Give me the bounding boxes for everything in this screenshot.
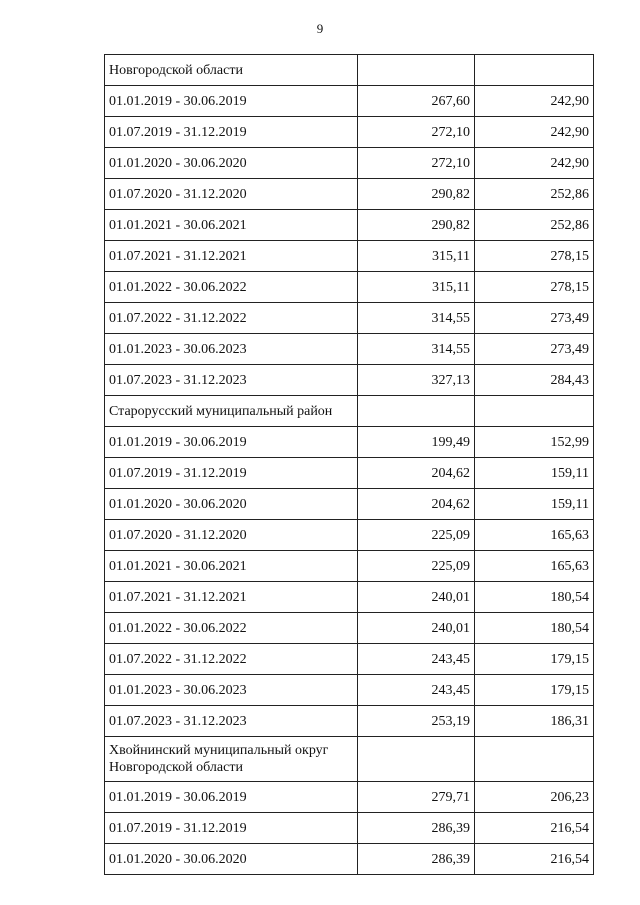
table-row [105,303,594,334]
value-cell-1: 327,13 [358,365,475,396]
value-cell-1: 315,11 [358,241,475,272]
empty-cell [358,737,475,782]
period-cell: 01.07.2022 - 31.12.2022 [105,644,358,675]
table-row [105,334,594,365]
table-row [105,675,594,706]
section-title: Старорусский муниципальный район [105,396,358,427]
table-row [105,86,594,117]
period-cell: 01.07.2023 - 31.12.2023 [105,365,358,396]
value-cell-1: 240,01 [358,613,475,644]
table-row [105,272,594,303]
value-cell-2: 179,15 [475,644,594,675]
value-cell-1: 204,62 [358,489,475,520]
period-cell: 01.07.2023 - 31.12.2023 [105,706,358,737]
table-row [105,458,594,489]
table-row [105,241,594,272]
value-cell-2: 180,54 [475,582,594,613]
period-cell: 01.01.2020 - 30.06.2020 [105,489,358,520]
period-cell: 01.01.2020 - 30.06.2020 [105,148,358,179]
period-cell: 01.01.2022 - 30.06.2022 [105,272,358,303]
empty-cell [475,737,594,782]
section-row [105,55,594,86]
period-cell: 01.01.2021 - 30.06.2021 [105,210,358,241]
table-row [105,582,594,613]
value-cell-1: 272,10 [358,117,475,148]
value-cell-2: 242,90 [475,117,594,148]
value-cell-1: 314,55 [358,303,475,334]
table-row [105,520,594,551]
value-cell-1: 267,60 [358,86,475,117]
value-cell-1: 199,49 [358,427,475,458]
value-cell-2: 165,63 [475,551,594,582]
period-cell: 01.01.2020 - 30.06.2020 [105,844,358,875]
value-cell-1: 243,45 [358,675,475,706]
section-row [105,737,594,782]
table-row [105,210,594,241]
period-cell: 01.07.2022 - 31.12.2022 [105,303,358,334]
period-cell: 01.01.2021 - 30.06.2021 [105,551,358,582]
period-cell: 01.01.2019 - 30.06.2019 [105,782,358,813]
empty-cell [358,396,475,427]
table-row [105,179,594,210]
period-cell: 01.01.2019 - 30.06.2019 [105,427,358,458]
period-cell: 01.01.2023 - 30.06.2023 [105,675,358,706]
period-cell: 01.01.2022 - 30.06.2022 [105,613,358,644]
period-cell: 01.07.2019 - 31.12.2019 [105,458,358,489]
period-cell: 01.07.2020 - 31.12.2020 [105,520,358,551]
value-cell-1: 272,10 [358,148,475,179]
table-row [105,644,594,675]
value-cell-2: 152,99 [475,427,594,458]
empty-cell [475,55,594,86]
section-title: Хвойнинский муниципальный округ Новгородской области [105,737,358,782]
value-cell-1: 240,01 [358,582,475,613]
table-row [105,427,594,458]
page-number: 9 [316,21,324,36]
table-row [105,844,594,875]
value-cell-2: 159,11 [475,489,594,520]
value-cell-1: 290,82 [358,210,475,241]
value-cell-2: 216,54 [475,813,594,844]
value-cell-2: 186,31 [475,706,594,737]
value-cell-2: 179,15 [475,675,594,706]
table-row [105,117,594,148]
value-cell-1: 253,19 [358,706,475,737]
period-cell: 01.07.2020 - 31.12.2020 [105,179,358,210]
table-row [105,706,594,737]
value-cell-2: 273,49 [475,303,594,334]
value-cell-2: 206,23 [475,782,594,813]
table-row [105,551,594,582]
table-row [105,489,594,520]
value-cell-1: 290,82 [358,179,475,210]
value-cell-1: 315,11 [358,272,475,303]
value-cell-2: 278,15 [475,272,594,303]
value-cell-1: 243,45 [358,644,475,675]
empty-cell [475,396,594,427]
table-row [105,613,594,644]
tariff-table [104,54,594,875]
period-cell: 01.07.2019 - 31.12.2019 [105,813,358,844]
value-cell-2: 180,54 [475,613,594,644]
table-row [105,365,594,396]
section-row [105,396,594,427]
value-cell-2: 252,86 [475,210,594,241]
value-cell-2: 165,63 [475,520,594,551]
period-cell: 01.07.2021 - 31.12.2021 [105,582,358,613]
value-cell-2: 159,11 [475,458,594,489]
value-cell-2: 242,90 [475,148,594,179]
section-title: Новгородской области [105,55,358,86]
table-row [105,782,594,813]
value-cell-2: 284,43 [475,365,594,396]
value-cell-1: 204,62 [358,458,475,489]
value-cell-2: 242,90 [475,86,594,117]
value-cell-2: 252,86 [475,179,594,210]
value-cell-1: 225,09 [358,551,475,582]
value-cell-2: 278,15 [475,241,594,272]
period-cell: 01.07.2021 - 31.12.2021 [105,241,358,272]
period-cell: 01.01.2023 - 30.06.2023 [105,334,358,365]
value-cell-1: 279,71 [358,782,475,813]
value-cell-1: 225,09 [358,520,475,551]
table-row [105,813,594,844]
value-cell-1: 286,39 [358,813,475,844]
period-cell: 01.01.2019 - 30.06.2019 [105,86,358,117]
table-row [105,148,594,179]
empty-cell [358,55,475,86]
value-cell-2: 273,49 [475,334,594,365]
value-cell-1: 286,39 [358,844,475,875]
tariff-table-body [105,55,594,875]
value-cell-1: 314,55 [358,334,475,365]
value-cell-2: 216,54 [475,844,594,875]
period-cell: 01.07.2019 - 31.12.2019 [105,117,358,148]
